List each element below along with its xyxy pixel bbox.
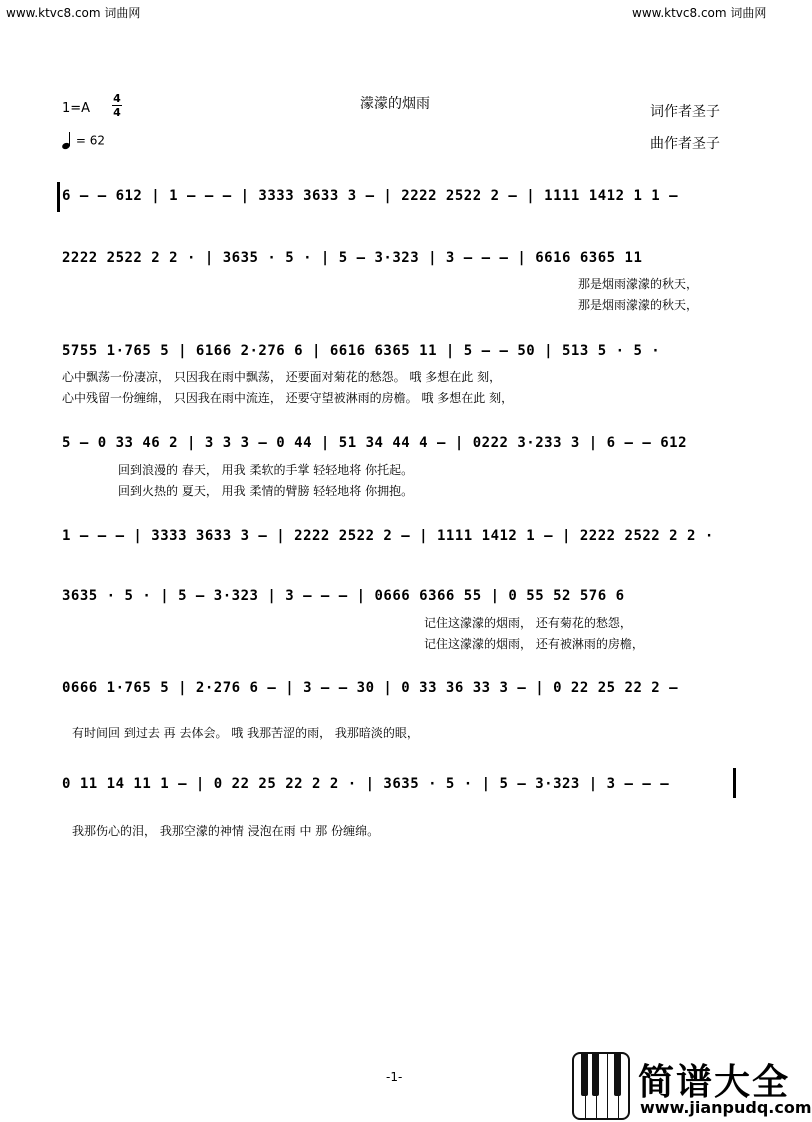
score-row-3: 5755 1·765 5 | 6166 2·276 6 | 6616 6365 11 | 5 – – 50 | 513 5 · 5 · — [62, 343, 661, 359]
lyric-row-6-verse-2: 记住这濛濛的烟雨， 还有被淋雨的房檐， — [424, 637, 644, 651]
tempo-marking — [62, 133, 105, 149]
lyric-row-3-verse-2: 心中残留一份缠绵， 只因我在雨中流连， 还要守望被淋雨的房檐。 哦 多想在此 刻， — [62, 391, 514, 405]
site-watermark-right: www.ktvc8.com 词曲网 — [632, 6, 767, 20]
time-signature-bottom: 4 — [113, 106, 121, 119]
score-row-7: 0666 1·765 5 | 2·276 6 – | 3 – – 30 | 0 33 36 33 3 – | 0 22 25 22 2 – — [62, 680, 679, 696]
lyricist-credit: 词作者圣子 — [650, 104, 720, 120]
lyric-row-8: 我那伤心的泪， 我那空濛的神情 浸泡在雨 中 那 份缠绵。 — [72, 824, 380, 838]
page-number: -1- — [386, 1070, 403, 1084]
site-logo — [572, 1052, 812, 1120]
score-row-1: 6 – – 612 | 1 – – – | 3333 3633 3 – | 2222 2522 2 – | 1111 1412 1 1 – — [62, 188, 679, 204]
lyric-row-2-verse-1: 那是烟雨濛濛的秋天， — [578, 277, 699, 291]
score-row-4: 5 – 0 33 46 2 | 3 3 3 – 0 44 | 51 34 44 4 – | 0222 3·233 3 | 6 – – 612 — [62, 435, 688, 451]
lyric-row-2-verse-2: 那是烟雨濛濛的秋天， — [578, 298, 699, 312]
end-bar — [733, 768, 736, 798]
composer-credit: 曲作者圣子 — [650, 136, 720, 152]
quarter-note-icon — [62, 133, 72, 149]
start-repeat-bar — [57, 182, 60, 212]
time-signature — [112, 92, 122, 119]
key-signature: 1=A — [62, 101, 91, 116]
score-row-6: 3635 · 5 · | 5 – 3·323 | 3 – – – | 0666 6366 55 | 0 55 52 576 6 — [62, 588, 625, 604]
score-row-5: 1 – – – | 3333 3633 3 – | 2222 2522 2 – | 1111 1412 1 – | 2222 2522 2 2 · — [62, 528, 714, 544]
piano-keys-icon — [572, 1052, 630, 1120]
lyric-row-6-verse-1: 记住这濛濛的烟雨， 还有菊花的愁怨， — [424, 616, 632, 630]
score-row-2: 2222 2522 2 2 · | 3635 · 5 · | 5 – 3·323 | 3 – – – | 6616 6365 11 — [62, 250, 643, 266]
site-watermark-left: www.ktvc8.com 词曲网 — [6, 6, 141, 20]
logo-text: 简谱大全 — [638, 1062, 791, 1103]
tempo-value: = 62 — [75, 133, 105, 148]
lyric-row-4-verse-2: 回到火热的 夏天， 用我 柔情的臂膀 轻轻地将 你拥抱。 — [118, 484, 414, 498]
song-title: 濛濛的烟雨 — [360, 96, 430, 112]
lyric-row-3-verse-1: 心中飘荡一份凄凉， 只因我在雨中飘荡， 还要面对菊花的愁怨。 哦 多想在此 刻， — [62, 370, 502, 384]
lyric-row-7: 有时间回 到过去 再 去体会。 哦 我那苦涩的雨， 我那暗淡的眼， — [72, 726, 419, 740]
time-signature-top: 4 — [113, 92, 121, 105]
logo-url: www.jianpudq.com — [640, 1098, 812, 1117]
score-row-8: 0 11 14 11 1 – | 0 22 25 22 2 2 · | 3635 · 5 · | 5 – 3·323 | 3 – – – — [62, 776, 670, 792]
lyric-row-4-verse-1: 回到浪漫的 春天， 用我 柔软的手掌 轻轻地将 你托起。 — [118, 463, 414, 477]
